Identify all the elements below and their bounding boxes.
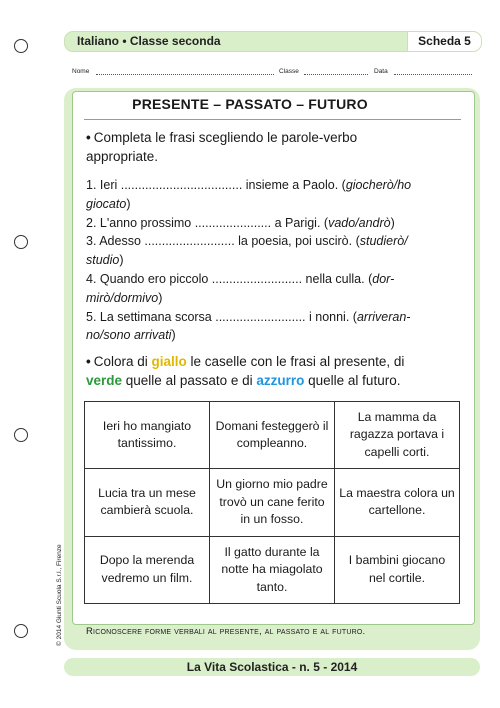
- date-label: Data: [374, 68, 388, 75]
- sentence-4-text: 4. Quando ero piccolo .......................... nella culla. (: [86, 271, 373, 286]
- sentence-5-options: arriveran-: [356, 309, 411, 324]
- name-label: Nome: [72, 68, 90, 75]
- sentence-4-options-cont: mirò/dormivo: [86, 290, 159, 305]
- sentence-5-options-cont: no/sono arrivati: [86, 328, 172, 343]
- paren-close: ): [126, 196, 131, 211]
- grid-cell[interactable]: Domani festeggerò il compleanno.: [210, 402, 335, 469]
- grid-cell[interactable]: Lucia tra un mese cambierà scuola.: [85, 469, 210, 536]
- copyright-note: © 2014 Giunti Scuola S.r.l., Firenze: [56, 544, 63, 646]
- sentence-5-text: 5. La settimana scorsa .......................... i nonni. (: [86, 309, 357, 324]
- grid-cell[interactable]: Il gatto durante la notte ha miagolato tanto.: [210, 536, 335, 603]
- sentence-1-text: 1. Ieri ................................... insieme a Paolo. (: [86, 178, 346, 192]
- grid-cell[interactable]: La maestra colora un cartellone.: [335, 469, 460, 536]
- bullet-icon: •: [86, 354, 91, 369]
- word-giallo: giallo: [151, 354, 187, 369]
- sentence-1-options: giocherò/ho: [345, 178, 412, 192]
- subject-label: Italiano • Classe seconda: [77, 34, 221, 48]
- instruction-2-text: quelle al futuro.: [304, 373, 401, 388]
- sentence-4-options: dor-: [372, 271, 395, 286]
- worksheet-title: PRESENTE – PASSATO – FUTURO: [132, 96, 368, 112]
- title-divider: [84, 119, 461, 120]
- instruction-2-text: quelle al passato e di: [122, 373, 257, 388]
- sentence-3-text: 3. Adesso .......................... la poesia, poi uscirò. (: [86, 234, 360, 249]
- class-field-line[interactable]: [304, 74, 368, 75]
- word-azzurro: azzurro: [256, 373, 305, 388]
- instruction-2-text: le caselle con le frasi al presente, di: [186, 354, 405, 369]
- footer-bar: La Vita Scolastica - n. 5 - 2014: [64, 658, 480, 676]
- binder-hole-3: [14, 428, 28, 442]
- instruction-2: [86, 352, 466, 390]
- sentence-3-options: studierò/: [359, 234, 408, 249]
- paren-close: ): [158, 290, 163, 305]
- sentence-2-options: vado/andrò: [328, 215, 391, 230]
- student-info-row: [72, 68, 474, 78]
- coloring-grid: [84, 401, 460, 604]
- grid-cell[interactable]: Dopo la merenda vedremo un film.: [85, 536, 210, 603]
- sentence-3-options-cont: studio: [86, 253, 120, 268]
- binder-hole-2: [14, 235, 28, 249]
- paren-close: ): [119, 253, 124, 268]
- sheet-label: Scheda 5: [407, 32, 481, 51]
- sentence-1-options-cont: giocato: [86, 196, 127, 211]
- exercise-sentences: [86, 176, 466, 345]
- bullet-icon: •: [86, 130, 91, 145]
- instruction-1: [86, 128, 466, 166]
- paren-close: ): [171, 328, 176, 343]
- binder-hole-1: [14, 39, 28, 53]
- binder-hole-4: [14, 624, 28, 638]
- instruction-1-line-2: appropriate.: [86, 149, 159, 164]
- learning-objective: Riconoscere forme verbali al presente, al passato e al futuro.: [86, 626, 366, 637]
- word-verde: verde: [86, 373, 123, 388]
- class-label: Classe: [279, 68, 299, 75]
- paren-close: ): [390, 215, 395, 230]
- header-bar: [64, 31, 482, 52]
- sentence-2-text: 2. L'anno prossimo ...................... a Parigi. (: [86, 215, 329, 230]
- instruction-1-line-1: Completa le frasi scegliendo le parole-verbo: [93, 130, 358, 145]
- grid-cell[interactable]: La mamma da ragazza portava i capelli corti.: [335, 402, 460, 469]
- name-field-line[interactable]: [96, 74, 274, 75]
- grid-cell[interactable]: Un giorno mio padre trovò un cane ferito in un fosso.: [210, 469, 335, 536]
- date-field-line[interactable]: [394, 74, 472, 75]
- grid-cell[interactable]: Ieri ho mangiato tantissimo.: [85, 402, 210, 469]
- grid-cell[interactable]: I bambini giocano nel cortile.: [335, 536, 460, 603]
- instruction-2-text: Colora di: [93, 354, 152, 369]
